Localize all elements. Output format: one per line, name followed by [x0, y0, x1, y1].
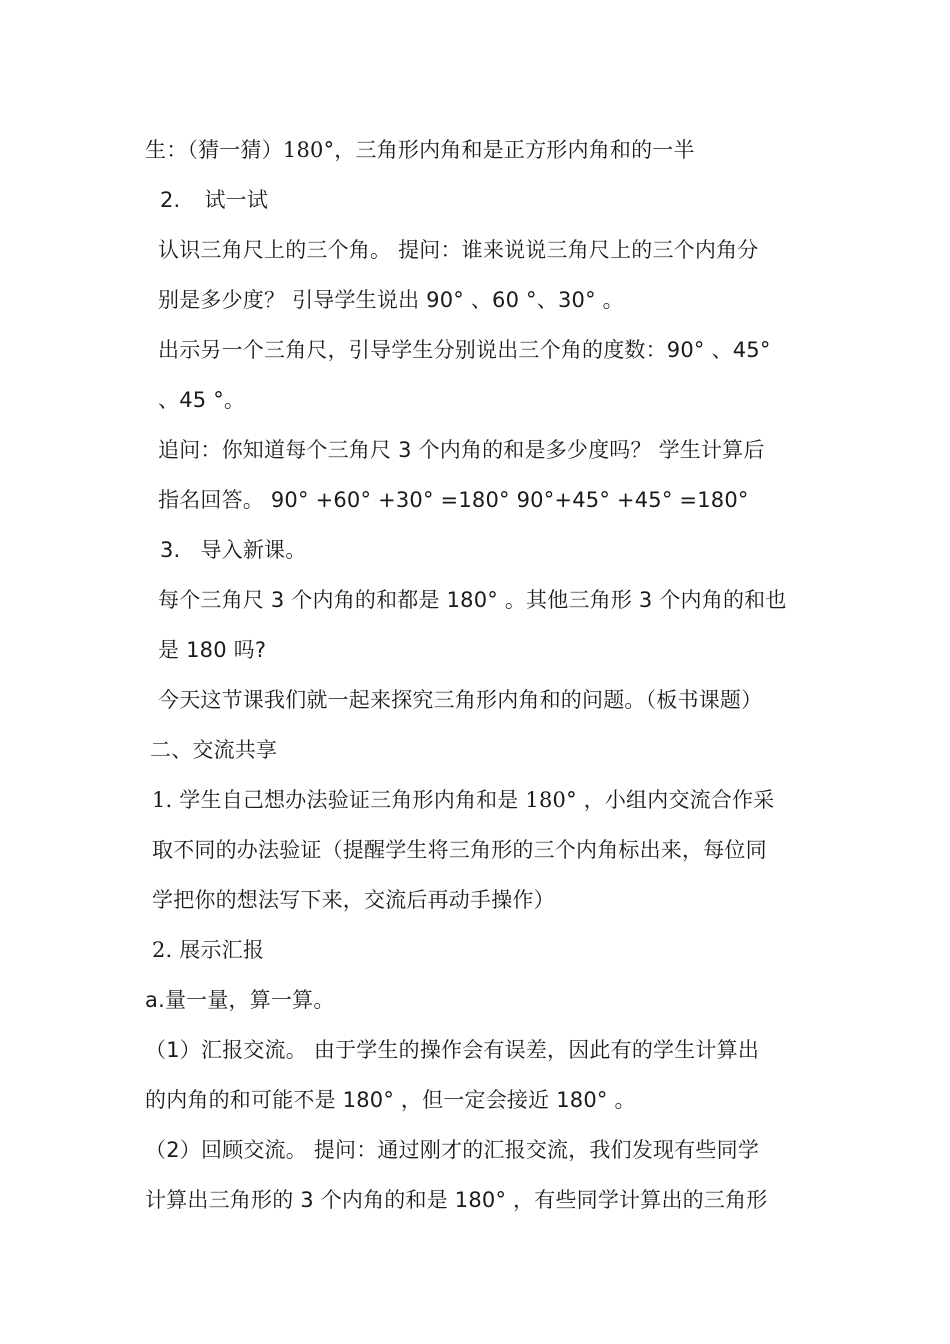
- paragraph-line: 取不同的办法验证（提醒学生将三角形的三个内角标出来，每位同: [152, 838, 767, 862]
- list-item-label: 导入新课。: [200, 538, 307, 562]
- section-heading: 二、交流共享: [150, 738, 278, 762]
- list-item: [160, 536, 306, 564]
- paragraph-line: 、45 °。: [158, 388, 246, 412]
- paragraph-text: 今天这节课我们就一起来探究三角形内角和的问题。（板书: [158, 688, 699, 712]
- paragraph-line: （2）回顾交流。 提问：通过刚才的汇报交流，我们发现有些同学: [145, 1138, 760, 1162]
- paragraph-line: 认识三角尺上的三个角。 提问：谁来说说三角尺上的三个内角分: [158, 238, 759, 262]
- paragraph-line: 生：（猜一猜）180°，三角形内角和是正方形内角和的一半: [145, 138, 695, 162]
- paragraph-line: 每个三角尺 3 个内角的和都是 180° 。其他三角形 3 个内角的和也: [158, 588, 787, 612]
- paragraph-line: 别是多少度？ 引导学生说出 90° 、60 °、30° 。: [158, 288, 624, 312]
- paragraph-line: 2. 展示汇报: [152, 938, 265, 962]
- list-item: [160, 186, 268, 214]
- paragraph-line: 的内角的和可能不是 180° ，但一定会接近 180° 。: [145, 1088, 636, 1112]
- paragraph-text-tail: 课题）: [698, 688, 763, 712]
- list-item-label: 试一试: [204, 188, 269, 212]
- paragraph-line: 是 180 吗?: [158, 638, 267, 662]
- paragraph-line: 学把你的想法写下来，交流后再动手操作）: [152, 888, 555, 912]
- paragraph-line: 追问：你知道每个三角尺 3 个内角的和是多少度吗？ 学生计算后: [158, 438, 765, 462]
- paragraph-line: 1. 学生自己想办法验证三角形内角和是 180° ，小组内交流合作采: [152, 788, 775, 812]
- list-number: 3.: [160, 538, 181, 562]
- paragraph-line: 计算出三角形的 3 个内角的和是 180° ，有些同学计算出的三角形: [145, 1188, 768, 1212]
- list-number: 2.: [160, 188, 181, 212]
- paragraph-line: （1）汇报交流。 由于学生的操作会有误差，因此有的学生计算出: [145, 1038, 760, 1062]
- paragraph-line: 指名回答。 90° +60° +30° =180° 90°+45° +45° =180°: [158, 488, 749, 512]
- paragraph-line: a.量一量，算一算。: [145, 988, 335, 1012]
- paragraph-line: [158, 686, 762, 714]
- paragraph-line: 出示另一个三角尺，引导学生分别说出三个角的度数：90° 、45°: [158, 338, 771, 362]
